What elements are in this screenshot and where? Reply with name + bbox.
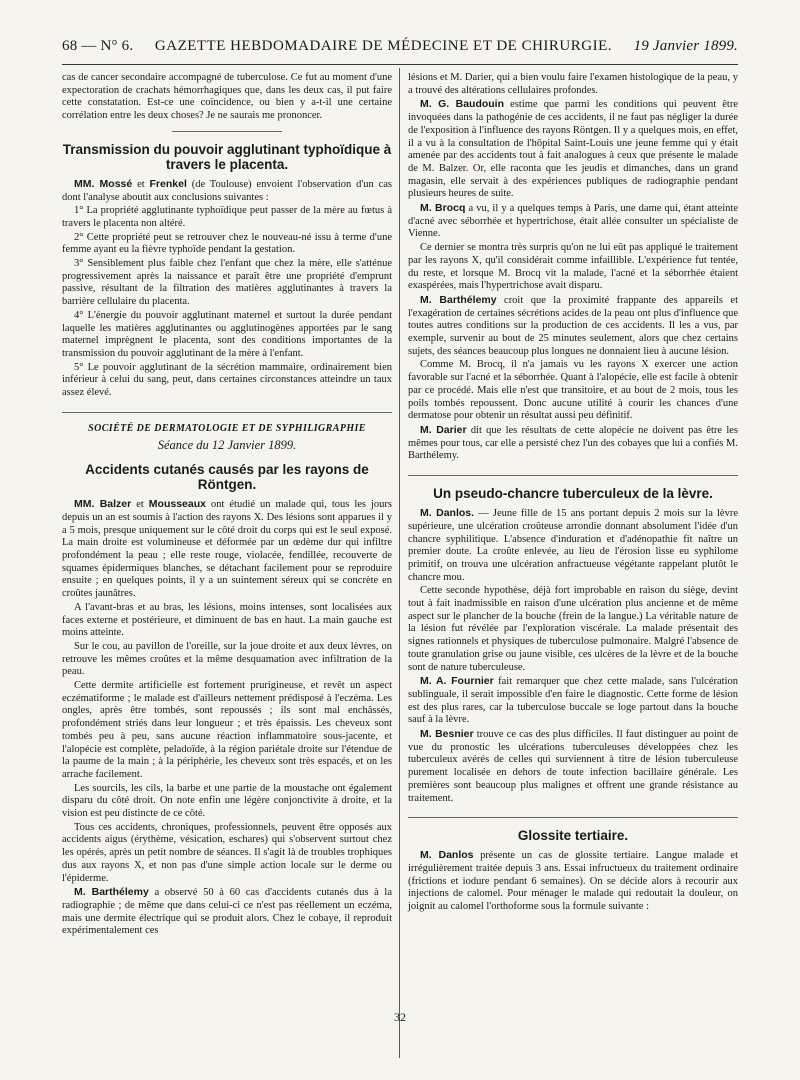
- author-name: M. G. Baudouin: [420, 98, 505, 111]
- paragraph: Ce dernier se montra très surpris qu'on ne lui eût pas appliqué le traitement par les rayons X, qu'il considérait comme infaillible. L'expérience fut tentée, du reste, et lorsque M. Brocq vit la malade, l'acné et la séborrhée étaient exaspérées, mais l'hypertrichose avait disparu.: [408, 242, 738, 292]
- paragraph: Les sourcils, les cils, la barbe et une partie de la moustache ont également disparu du côté droit. On note enfin une légère conjonctivite à droite, et la vision est peu distincte de ce côté.: [62, 782, 392, 820]
- text-run: dit que les résultats de cette alopécie ne doivent pas être les mêmes pour tous, car elle a persisté chez l'un des cobayes que lui a confiés M. Barthélemy.: [408, 424, 738, 462]
- author-name: M. Danlos.: [420, 507, 475, 520]
- text-run: — Jeune fille de 15 ans portant depuis 2 mois sur la lèvre supérieure, une ulcération croûteuse arrondie donnant absolument l'idée d'un chancre syphilitique. L'absence d'induration et d'adénopathie fit naître un premier doute. La croûte enlevée, au lieu de l'érosion lisse eu syphilome primitif, on trouva une ulcération anfractueuse végétante rappelant plutôt le chancre mou.: [408, 508, 738, 583]
- paragraph: [408, 294, 738, 359]
- section-heading: Un pseudo-chancre tuberculeux de la lèvre.: [433, 486, 713, 502]
- text-run: trouve ce cas des plus difficiles. Il faut distinguer au point de vue du pronostic les ulcérations tuberculeuses développées chez les tuberculeux avérés de celles qui surviennent à titre de lésion tuberculeuse purement localisée en dehors de toute infection bacillaire générale. Les premières sont beaucoup plus malignes et offrent une grande résistance au traitement.: [408, 729, 738, 804]
- author-name: M. Besnier: [420, 728, 474, 741]
- paragraph: [408, 849, 738, 914]
- author-name: Mousseaux: [148, 498, 206, 511]
- author-name: M. Barthélemy: [420, 293, 497, 306]
- text-run: présente un cas de glossite tertiaire. Langue malade et irrégulièrement traitée depuis 3 ans. Essai infructueux du traitement ordinaire (frictions et iodure pendant 6 semaines). On se décide alors à recourir aux injections de calomel. Pour ménager le malade qui redoutait la douleur, on joignit au calomel l'orthoforme sous la formule suivante :: [408, 850, 738, 913]
- paragraph: [62, 886, 392, 938]
- issue-date: 19 Janvier 1899.: [633, 38, 738, 54]
- separator: [62, 412, 392, 413]
- paragraph: Comme M. Brocq, il n'a jamais vu les rayons X exercer une action favorable sur l'acné et la séborrhée. Quant à l'alopécie, elle est facile à obtenir par ce procédé. Mais elle n'est que transitoire, et au bout de 2 mois, tous les poils tombés repoussent. Donc aucune utilité à courir les chances d'une dermatose pour obtenir un résultat aussi peu définitif.: [408, 359, 738, 422]
- running-header: [62, 38, 738, 55]
- paragraph: [408, 202, 738, 241]
- author-name: M. Danlos: [420, 849, 474, 862]
- section-heading: Transmission du pouvoir agglutinant typhoïdique à travers le placenta.: [62, 141, 392, 172]
- text-run: et: [132, 178, 150, 190]
- paragraph: [408, 507, 738, 584]
- paragraph: [408, 728, 738, 805]
- text-run: et: [131, 499, 149, 511]
- page-number: 32: [394, 1010, 406, 1024]
- separator: [408, 475, 738, 476]
- left-column: [62, 72, 392, 939]
- author-name: M. Darier: [420, 423, 467, 436]
- paragraph: [408, 424, 738, 463]
- author-name: M. A. Fournier: [420, 675, 494, 688]
- right-column: [408, 72, 738, 915]
- paragraph: Sur le cou, au pavillon de l'oreille, sur la joue droite et aux deux lèvres, on retrouve les mêmes croûtes et la même desquamation avec infiltration de la peau.: [62, 640, 392, 678]
- author-name: M. Brocq: [420, 202, 466, 215]
- paragraph: 4° L'énergie du pouvoir agglutinant maternel et surtout la durée pendant laquelle les matières agglutinantes ou agglutinogènes apportées par le sang maternel imprègnent le placenta, sont des conditions importantes de la transmission du pouvoir agglutinant de la mère à l'enfant.: [62, 309, 392, 359]
- section-heading: Accidents cutanés causés par les rayons de Röntgen.: [85, 462, 369, 493]
- separator: [408, 817, 738, 818]
- paragraph: Cette seconde hypothèse, déjà fort improbable en raison du siège, devint tout à fait inadmissible en raison d'une ulcération plus ancienne et de même aspect sur le plancher de la bouche (frein de la langue.) La véritable nature de la lésion fut révélée par l'exploration viscérale. La malade présentait des signes rationnels et physiques de tuberculose pulmonaire. Malgré l'absence de toute granulation grise ou jaune visible, ces ulcères de la lèvre et de la bouche sont de nature tuberculeuse.: [408, 585, 738, 673]
- text-run: a observé 50 à 60 cas d'accidents cutanés dus à la radiographie ; de même que dans celui-ci ce n'est pas réellement un eczéma, mais une dermite électrique qui se produit alors. Chez le cobaye, il reproduit expérimentalement ces: [62, 887, 392, 937]
- header-rule: [62, 64, 738, 65]
- paragraph: 3° Sensiblement plus faible chez l'enfant que chez la mère, elle s'atténue progressivement après la naissance et paraît être une propriété d'emprunt passive, résultant de la filtration des matières agglutinantes à travers la barrière cellulaire du placenta.: [62, 258, 392, 308]
- column-divider: [399, 68, 400, 1058]
- paragraph: Tous ces accidents, chroniques, professionnels, peuvent être opposés aux accidents aigus (érythème, vésication, eschares) qui s'observent surtout chez les opérés, après un petit nombre de séances. Il s'agit là de troubles trophiques dus aux rayons X, et non pas d'une simple action locale sur le derme ou l'épiderme.: [62, 821, 392, 884]
- author-name: Frenkel: [149, 177, 187, 190]
- paragraph: [62, 498, 392, 601]
- issue-number: 68 — N° 6.: [62, 38, 134, 54]
- text-run: fait remarquer que chez cette malade, sans l'ulcération sublinguale, il serait impossible d'en faire le diagnostic. Cette forme de lésion est des plus rares, car la tuberculose buccale se loge partout dans la bouche sauf à la lèvre.: [408, 676, 738, 726]
- paragraph: Cette dermite artificielle est fortement prurigineuse, et revêt un aspect eczématiforme ; le malade est d'ailleurs nettement prédisposé à l'eczéma. Les ongles, après être tombés, sont repoussés ; ils sont mal enchâssés, profondément striés dans leur longueur ; et très épaissis. Les cheveux sont tombés peu à peu, sans aucune réaction inflammatoire sous-jacente, et l'alopécie est complète, peladoïde, à la région pariétale droite sur l'étendue de la paume de la main ; à la périphérie, les cheveux sont très espacés, et on les arrache facilement.: [62, 680, 392, 780]
- session-date: Séance du 12 Janvier 1899.: [157, 438, 297, 453]
- journal-title: GAZETTE HEBDOMADAIRE DE MÉDECINE ET DE CHIRURGIE.: [154, 38, 612, 54]
- text-run: (de Toulouse) envoient l'observation d'un cas dont l'analyse aboutit aux conclusions suivantes :: [62, 178, 393, 203]
- paragraph: cas de cancer secondaire accompagné de tuberculose. Ce fut au moment d'une expectoration de crachats hémorrhagiques que, dans les deux cas, il put faire cette constatation. Est-ce une coïncidence, ou bien y a-t-il une certaine corrélation entre les deux choses? Je ne saurais me prononcer.: [62, 72, 392, 122]
- separator: [172, 131, 282, 132]
- paragraph: lésions et M. Darier, qui a bien voulu faire l'examen histologique de la peau, y a trouvé des altérations cellulaires profondes.: [408, 72, 738, 96]
- paragraph: 1° La propriété agglutinante typhoïdique peut passer de la mère au fœtus à travers le placenta non altéré.: [62, 205, 392, 229]
- paragraph: [62, 178, 392, 204]
- author-name: MM. Balzer: [74, 498, 132, 511]
- paragraph: 5° Le pouvoir agglutinant de la sécrétion mammaire, ordinairement bien inférieur à celui du sang, peut, dans certaines circonstances atteindre un taux assez élevé.: [62, 361, 392, 399]
- paragraph: 2° Cette propriété peut se retrouver chez le nouveau-né issu à terme d'une femme ayant eu la fièvre typhoïde pendant la gestation.: [62, 231, 392, 256]
- author-name: MM. Mossé: [74, 177, 133, 190]
- text-run: croit que la proximité frappante des appareils et l'exagération de certaines sécrétions acides de la peau ont plus d'influence que toutes autres conditions sur la production de ces accidents. Il les a vus, par exemple, survenir au bout de 25 minutes seulement, alors que chez certains sujets, des séances beaucoup plus longues ne donnaient lieu à aucune lésion.: [408, 294, 738, 357]
- text-run: estime que parmi les conditions qui peuvent être invoquées dans la pathogénie de ces accidents, il ne faut pas négliger la durée de l'exposition à l'influence des rayons Röntgen. Il y a quelques mois, en effet, il a vu à la consultation de l'hôpital Saint-Louis une jeune femme qui y était amenée par des accidents tout à fait analogues à ceux que présente le malade de M. Balzer. Or, elle raconta que les jeudis et dimanches, dans un grand magasin, elle servait à des expériences publiques de radiographie pendant plusieurs heures de suite.: [408, 99, 738, 200]
- paragraph: [408, 98, 738, 201]
- paragraph: [408, 675, 738, 727]
- author-name: M. Barthélemy: [74, 886, 149, 899]
- section-heading: Glossite tertiaire.: [517, 828, 629, 844]
- text-run: ont étudié un malade qui, tous les jours depuis un an est soumis à l'action des rayons X. Des lésions sont apparues il y a 5 mois, presque uniquement sur le côté droit du corps qui est le seul exposé. La main droite est volumineuse et déformée par un œdème dur qui infiltre profondément la peau ; elle reste rouge, violacée, fendillée, recouverte de squames épidermiques blanches, se détachant facilement pour se reproduire ensuite ; en quelques points, il y a un suintement séreux qui se concrète en croûtes jaunâtres.: [62, 499, 392, 600]
- text-run: a vu, il y a quelques temps à Paris, une dame qui, étant atteinte d'acné avec séborrhée et hypertrichose, était allée consulter un spécialiste de Vienne.: [408, 203, 738, 240]
- society-title: SOCIÉTÉ DE DERMATOLOGIE ET DE SYPHILIGRAPHIE: [88, 422, 366, 434]
- paragraph: A l'avant-bras et au bras, les lésions, moins intenses, sont localisées aux faces externe et postérieure, et diminuent de bas en haut. La main gauche est moins atteinte.: [62, 601, 392, 639]
